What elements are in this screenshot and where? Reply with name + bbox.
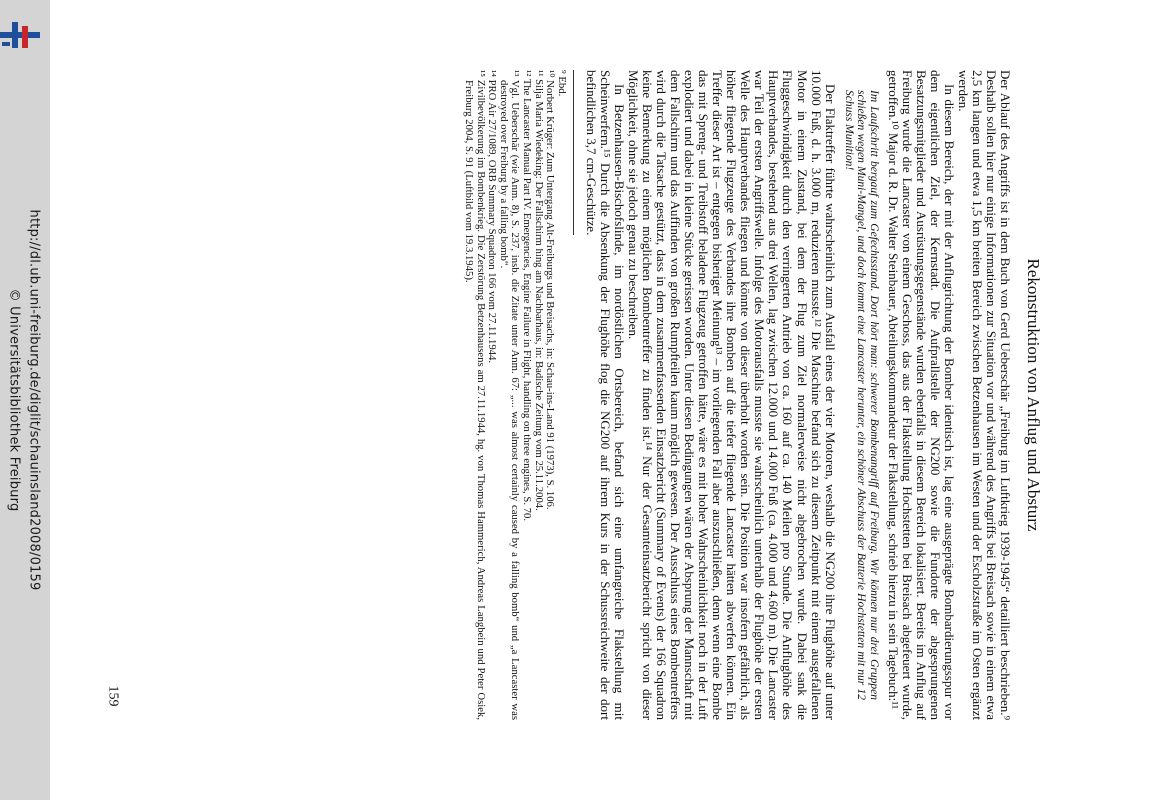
viewer-sidebar [0, 0, 50, 800]
rotated-page [462, 70, 1043, 720]
footnote: ¹⁰ Norbert Krüger: Zum Untergang Alt-Freiburgs und Breisachs, in: Schau-ins-Land 91 (1973), S. 106. [544, 70, 557, 510]
university-logo-icon [0, 22, 40, 52]
copyright-notice: © Universitätsbibliothek Freiburg [6, 288, 22, 512]
footnote: ¹⁵ Zivilbevölkerung im Bombenkrieg. Die Zerstörung Betzenhausens am 27.11.1944, hg. von Thomas Hammerich, Andreas Langbein und Peter Osiek, Freiburg 2004, S. 91 (Luftbild vom 19.3.1945). [463, 70, 487, 720]
paragraph: In Betzenhausen-Bischofslinde, im nordöstlichen Ortsbereich, befand sich eine umfangreiche Flakstellung mit Scheinwerfern.¹⁵ Durch die Absenkung der Flughöhe flog die NG200 auf ihrem Kurs in der Schussreichweite der dort befindlichen 3,7 cm-Geschütze. [583, 70, 627, 720]
page-number: 159 [105, 685, 121, 707]
paragraph: Der Flaktreffer führte wahrscheinlich zum Ausfall eines der vier Motoren, weshalb die NG200 ihre Flughöhe auf unter 10.000 Fuß, d. h. 3.000 m, reduzieren musste.¹² Die Maschine befand sich zu diesem Zeitpunkt mit einem ausgefallenen Motor in einem Zustand, bei dem der Flug zum Ziel normalerweise nicht abgebrochen wurde. Dabei sank die Fluggeschwindigkeit durch den verringerten Antrieb von ca. 160 auf ca. 140 Meilen pro Stunde. Die Anflughöhe des Hauptverbandes, bestehend aus drei Wellen, lag zwischen 12.000 und 14.000 Fuß (ca. 4.000 und 4.600 m). Die Lancaster war Teil der ersten Angriffswelle. Infolge des Motorausfalls musste sie wahrscheinlich unterhalb der Flughöhe der ersten Welle des Hauptverbandes fliegen und könnte von dieser überholt worden sein. Die Position war insofern gefährlich, als höher fliegende Flugzeuge des Verbandes ihre Bomben auf die tiefer fliegende Lancaster hätten abwerfen können. Ein Treffer dieser Art ist – entgegen bisheriger Meinung¹³ – im vorliegenden Fall aber auszuschließen, denn wenn eine Bombe das mit Spreng- und Treibstoff beladene Flugzeug getroffen hätte, wäre es mit hoher Wahrscheinlichkeit noch in der Luft explodiert und dabei in kleine Stücke gerissen worden. Unter diesen Bedingungen wären der Absprung der Mannschaft mit dem Fallschirm und das Auffinden von großen Rumpfteilen kaum möglich gewesen. Der Ausschluss eines Bombentreffers wird durch die Tatsache gestützt, dass in dem zusammenfassenden Einsatzbericht (Summary of Events) der 166 Squadron keine Bemerkung zu einem möglichen Bombentreffer zu finden ist.¹⁴ Nur der Gesamteinsatzbericht spricht von dieser Möglichkeit, ohne sie jedoch genau zu beschreiben. [625, 70, 838, 720]
footnote: ¹³ Vgl. Ueberschär (wie Anm. 8), S. 237, insb. die Zitate unter Anm. 67: „... was almost certainly caused by a falling bomb“ und „a Lancaster was destroyed over Freiburg by a falling bomb“. [497, 70, 522, 720]
diary-quote: Im Laufschritt bergauf zum Gefechtsstand. Dort hört man: schwerer Bombenangriff auf Freiburg. Wir können nur drei Gruppen schießen wegen Muni-Mangel, und doch kommt eine Lancaster herunter, ein schöner Abschuss der Batterie Hochstetten mit nur 12 Schuss Munition! [842, 90, 880, 700]
footnote-divider [573, 70, 574, 235]
paragraph: Der Ablauf des Angriffs ist in dem Buch von Gerd Ueberschär „Freiburg im Luftkrieg 1939-1945“ detailliert beschrieben.⁹ Deshalb sollen hier nur einige Informationen zur Situation vor und während des Angriffs bei Breisach sowie in einem etwa 2,5 km langen und etwa 1,5 km breiten Bereich zwischen Betzenhausen im Westen und der Escholzstraße im Osten ergänzt werden. [955, 70, 1013, 720]
document-url[interactable]: http://dl.ub.uni-freiburg.de/diglit/schauinsland2008/0159 [26, 209, 42, 591]
footnote: ¹² The Lancaster Manual Part IV. Emergencies, Engine Failure in Flight, handling on three engines, S. 70. [521, 70, 534, 522]
footnote: ¹⁴ PRO Air 27/1089, ORB Summary Squadron 166 vom 27.11.1944. [486, 70, 499, 364]
footnote: ⁹ Ebd. [555, 70, 568, 97]
paragraph: In diesem Bereich, der mit der Anflugrichtung der Bomber identisch ist, lag eine ausgeprägte Bombardierungsspur vor dem eigentlichen Ziel, der Kernstadt. Die Aufprallstelle der NG200 sowie die Fundorte der abgesprungenen Besatzungsmitglieder und Ausrüstungsgegenstände wurden ebenfalls in diesem Bereich lokalisiert. Bereits im Anflug auf Freiburg wurde die Lancaster von einem Geschoss, das aus der Flakstellung Hochstetten bei Breisach abgefeuert wurde, getroffen.¹⁰ Major d. R. Dr. Walter Steinbauer, Abteilungskommandeur der Flakstellung, schrieb hierzu in sein Tagebuch:¹¹ [885, 70, 957, 720]
page-title: Rekonstruktion von Anflug und Absturz [1024, 258, 1043, 532]
footnote: ¹¹ Silja Maria Wiedeking: Der Fallschirm hing am Nachbarhaus, in: Badische Zeitung vom 25.11.2004. [532, 70, 545, 511]
